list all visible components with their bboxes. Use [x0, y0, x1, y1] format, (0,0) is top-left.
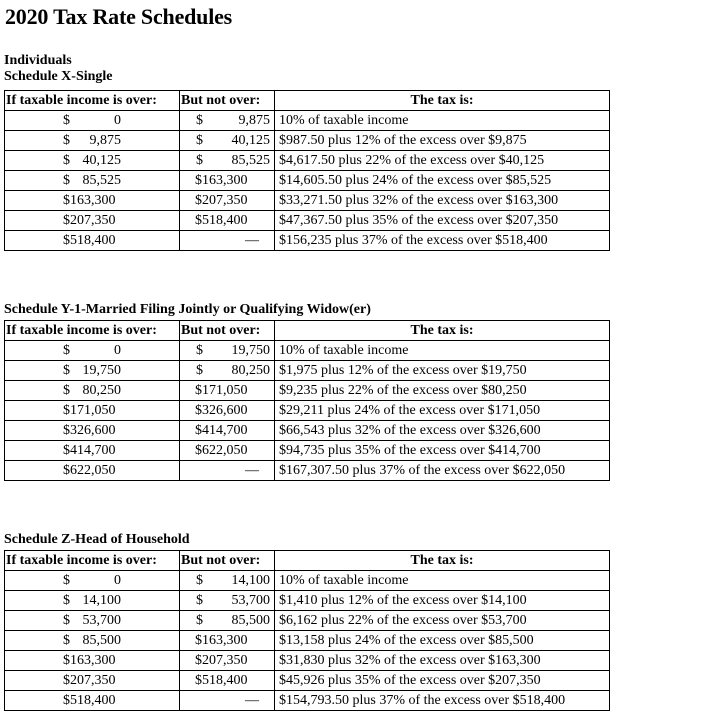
- income-not-over-cell: $518,400: [180, 671, 275, 691]
- income-not-over-cell: —: [180, 231, 275, 251]
- income-not-over-cell: $ 19,750: [180, 341, 275, 361]
- income-over-cell: $ 53,700: [5, 611, 180, 631]
- tax-formula-cell: $1,975 plus 12% of the excess over $19,750: [275, 361, 610, 381]
- income-over-cell: $ 0: [5, 341, 180, 361]
- income-over-cell: $171,050: [5, 401, 180, 421]
- table-row: [5, 151, 610, 171]
- table-row: [5, 651, 610, 671]
- tax-table: [4, 320, 610, 481]
- table-row: [5, 421, 610, 441]
- income-over-cell: $518,400: [5, 691, 180, 711]
- table-row: [5, 111, 610, 131]
- tax-formula-cell: 10% of taxable income: [275, 571, 610, 591]
- income-over-cell: $622,050: [5, 461, 180, 481]
- income-over-cell: $ 19,750: [5, 361, 180, 381]
- table-row: [5, 171, 610, 191]
- tax-formula-cell: $33,271.50 plus 32% of the excess over $163,300: [275, 191, 610, 211]
- income-not-over-cell: —: [180, 691, 275, 711]
- income-not-over-cell: $ 80,250: [180, 361, 275, 381]
- table-row: [5, 611, 610, 631]
- table-row: [5, 361, 610, 381]
- tax-formula-cell: $6,162 plus 22% of the excess over $53,700: [275, 611, 610, 631]
- tax-formula-cell: $167,307.50 plus 37% of the excess over $622,050: [275, 461, 610, 481]
- table-row: [5, 461, 610, 481]
- tax-formula-cell: $14,605.50 plus 24% of the excess over $85,525: [275, 171, 610, 191]
- column-header: But not over:: [180, 321, 275, 341]
- income-not-over-cell: $171,050: [180, 381, 275, 401]
- column-header: If taxable income is over:: [5, 91, 180, 111]
- income-over-cell: $207,350: [5, 211, 180, 231]
- tax-formula-cell: $1,410 plus 12% of the excess over $14,100: [275, 591, 610, 611]
- table-header-row: [5, 91, 610, 111]
- table-row: [5, 591, 610, 611]
- income-over-cell: $ 85,525: [5, 171, 180, 191]
- section-label: Individuals: [4, 53, 72, 68]
- column-header: The tax is:: [275, 321, 610, 341]
- table-row: [5, 631, 610, 651]
- income-over-cell: $326,600: [5, 421, 180, 441]
- tax-formula-cell: $31,830 plus 32% of the excess over $163,300: [275, 651, 610, 671]
- tax-formula-cell: $45,926 plus 35% of the excess over $207,350: [275, 671, 610, 691]
- tax-formula-cell: $154,793.50 plus 37% of the excess over $518,400: [275, 691, 610, 711]
- tax-formula-cell: $156,235 plus 37% of the excess over $518,400: [275, 231, 610, 251]
- income-not-over-cell: $518,400: [180, 211, 275, 231]
- tax-formula-cell: $987.50 plus 12% of the excess over $9,875: [275, 131, 610, 151]
- income-not-over-cell: $ 40,125: [180, 131, 275, 151]
- income-over-cell: $ 9,875: [5, 131, 180, 151]
- tax-formula-cell: $9,235 plus 22% of the excess over $80,250: [275, 381, 610, 401]
- tax-table: [4, 90, 610, 251]
- tax-formula-cell: $4,617.50 plus 22% of the excess over $40,125: [275, 151, 610, 171]
- tax-formula-cell: $66,543 plus 32% of the excess over $326,600: [275, 421, 610, 441]
- schedule-title: Schedule Z-Head of Household: [4, 532, 190, 547]
- tax-formula-cell: 10% of taxable income: [275, 341, 610, 361]
- table-row: [5, 191, 610, 211]
- column-header: If taxable income is over:: [5, 321, 180, 341]
- income-over-cell: $414,700: [5, 441, 180, 461]
- income-not-over-cell: $622,050: [180, 441, 275, 461]
- income-over-cell: $ 14,100: [5, 591, 180, 611]
- column-header: The tax is:: [275, 91, 610, 111]
- column-header: The tax is:: [275, 551, 610, 571]
- income-not-over-cell: $163,300: [180, 631, 275, 651]
- table-row: [5, 341, 610, 361]
- table-row: [5, 571, 610, 591]
- income-not-over-cell: $ 14,100: [180, 571, 275, 591]
- tax-formula-cell: $29,211 plus 24% of the excess over $171,050: [275, 401, 610, 421]
- income-not-over-cell: $326,600: [180, 401, 275, 421]
- tax-formula-cell: 10% of taxable income: [275, 111, 610, 131]
- page-title: 2020 Tax Rate Schedules: [5, 4, 233, 29]
- column-header: But not over:: [180, 551, 275, 571]
- income-over-cell: $163,300: [5, 191, 180, 211]
- income-over-cell: $ 40,125: [5, 151, 180, 171]
- table-header-row: [5, 551, 610, 571]
- table-row: [5, 231, 610, 251]
- income-not-over-cell: $ 85,500: [180, 611, 275, 631]
- income-not-over-cell: —: [180, 461, 275, 481]
- schedule-title: Schedule X-Single: [4, 69, 113, 84]
- income-not-over-cell: $163,300: [180, 171, 275, 191]
- column-header: If taxable income is over:: [5, 551, 180, 571]
- table-row: [5, 131, 610, 151]
- income-not-over-cell: $ 53,700: [180, 591, 275, 611]
- income-not-over-cell: $ 9,875: [180, 111, 275, 131]
- income-not-over-cell: $ 85,525: [180, 151, 275, 171]
- tax-formula-cell: $13,158 plus 24% of the excess over $85,500: [275, 631, 610, 651]
- tax-formula-cell: $47,367.50 plus 35% of the excess over $207,350: [275, 211, 610, 231]
- table-row: [5, 441, 610, 461]
- table-row: [5, 671, 610, 691]
- income-over-cell: $ 80,250: [5, 381, 180, 401]
- table-row: [5, 691, 610, 711]
- column-header: But not over:: [180, 91, 275, 111]
- income-over-cell: $ 0: [5, 111, 180, 131]
- table-row: [5, 401, 610, 421]
- income-over-cell: $ 0: [5, 571, 180, 591]
- income-over-cell: $ 85,500: [5, 631, 180, 651]
- tax-formula-cell: $94,735 plus 35% of the excess over $414,700: [275, 441, 610, 461]
- income-over-cell: $518,400: [5, 231, 180, 251]
- table-header-row: [5, 321, 610, 341]
- schedule-title: Schedule Y-1-Married Filing Jointly or Qualifying Widow(er): [4, 302, 371, 317]
- table-row: [5, 381, 610, 401]
- income-not-over-cell: $207,350: [180, 651, 275, 671]
- income-not-over-cell: $207,350: [180, 191, 275, 211]
- income-over-cell: $207,350: [5, 671, 180, 691]
- table-row: [5, 211, 610, 231]
- income-over-cell: $163,300: [5, 651, 180, 671]
- income-not-over-cell: $414,700: [180, 421, 275, 441]
- tax-table: [4, 550, 610, 711]
